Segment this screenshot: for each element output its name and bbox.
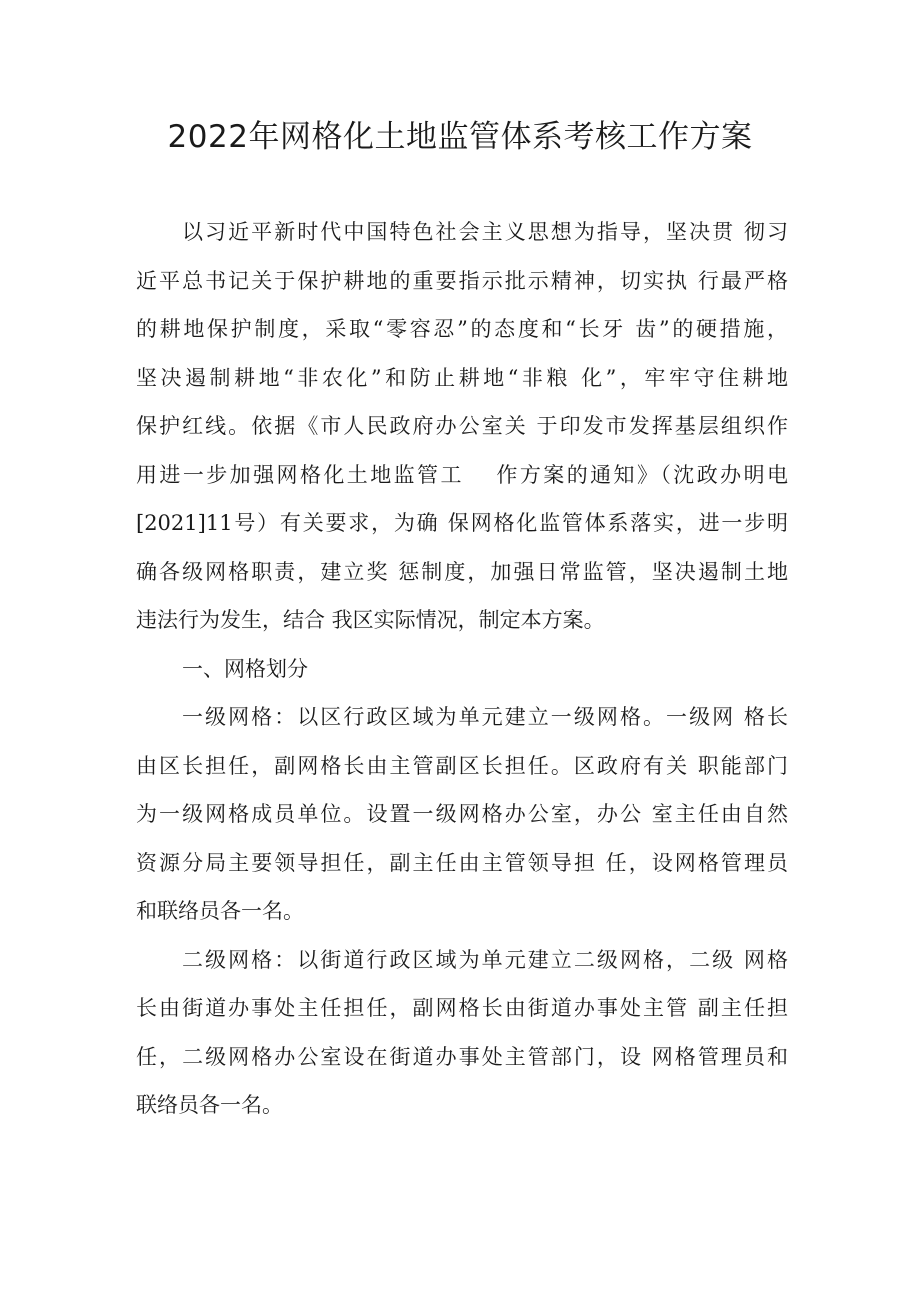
paragraph-line: 的耕地保护制度，采取“零容忍”的态度和“长牙 齿”的硬措施， bbox=[136, 317, 788, 341]
document-title: 2022年网格化土地监管体系考核工作方案 bbox=[167, 119, 753, 155]
paragraph-line: 二级网格：以街道行政区域为单元建立二级网格，二级 网格 bbox=[182, 947, 788, 972]
paragraph-line: 保护红线。依据《市人民政府办公室关 于印发市发挥基层组织作 bbox=[136, 414, 788, 438]
paragraph-line: 一级网格：以区行政区域为单元建立一级网格。一级网 格长 bbox=[182, 705, 788, 729]
paragraph-line: 和联络员各一名。 bbox=[136, 899, 304, 923]
paragraph-line: 坚决遏制耕地“非农化”和防止耕地“非粮 化”，牢牢守住耕地 bbox=[136, 365, 788, 390]
paragraph-line: 资源分局主要领导担任，副主任由主管领导担 任，设网格管理员 bbox=[136, 850, 788, 875]
paragraph-line: 联络员各一名。 bbox=[136, 1093, 283, 1117]
section-heading: 一、网格划分 bbox=[182, 656, 308, 681]
paragraph-line: 用进一步加强网格化土地监管工 作方案的通知》（沈政办明电 bbox=[136, 462, 788, 487]
paragraph-line: 任，二级网格办公室设在街道办事处主管部门，设 网格管理员和 bbox=[136, 1044, 788, 1069]
paragraph-line: 近平总书记关于保护耕地的重要指示批示精神，切实执 行最严格 bbox=[136, 268, 788, 293]
paragraph-line: [2021]11号）有关要求，为确 保网格化监管体系落实，进一步明 bbox=[136, 511, 788, 535]
paragraph-line: 由区长担任，副网格长由主管副区长担任。区政府有关 职能部门 bbox=[136, 753, 788, 778]
paragraph-line: 确各级网格职责，建立奖 惩制度，加强日常监管，坚决遏制土地 bbox=[136, 559, 788, 584]
document-body bbox=[136, 208, 788, 1130]
paragraph-line: 长由街道办事处主任担任，副网格长由街道办事处主管 副主任担 bbox=[136, 996, 788, 1020]
paragraph-line: 以习近平新时代中国特色社会主义思想为指导，坚决贯 彻习 bbox=[182, 220, 788, 244]
paragraph-line: 为一级网格成员单位。设置一级网格办公室，办公 室主任由自然 bbox=[136, 802, 788, 826]
paragraph-line: 违法行为发生，结合 我区实际情况，制定本方案。 bbox=[136, 608, 605, 632]
